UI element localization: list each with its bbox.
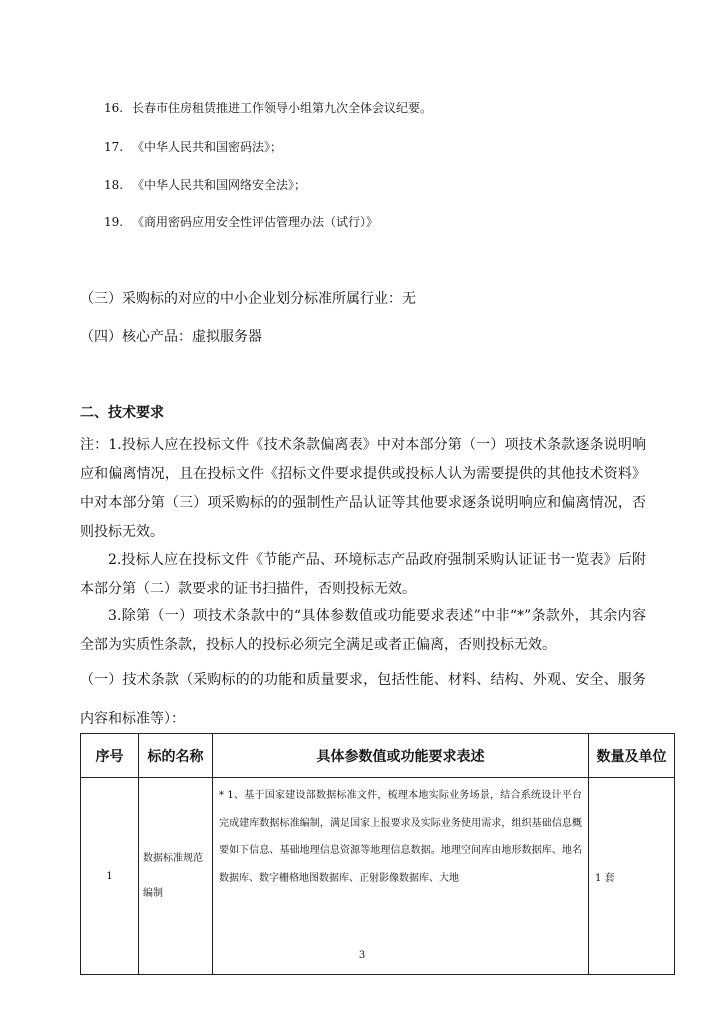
reference-text: 《商用密码应用安全性评估管理办法（试行）》 (132, 215, 379, 229)
column-header-quantity: 数量及单位 (589, 734, 675, 778)
reference-text: 《中华人民共和国密码法》； (132, 140, 283, 154)
reference-number: 18. (104, 178, 124, 192)
reference-item (104, 213, 378, 230)
table-header-row (81, 734, 675, 778)
reference-text: 长春市住房租赁推进工作领导小组第九次全体会议纪要。 (132, 101, 433, 115)
reference-item (104, 138, 282, 155)
reference-number: 17. (104, 140, 124, 154)
column-header-no: 序号 (81, 734, 139, 778)
column-header-description: 具体参数值或功能要求表述 (213, 734, 589, 778)
note-paragraph-3: 3.除第（一）项技术条款中的“具体参数值或功能要求表述”中非“*”条款外，其余内容全部为实质性条款，投标人的投标必须完全满足或者正偏离，否则投标无效。 (80, 608, 646, 653)
reference-text: 《中华人民共和国网络安全法》； (132, 178, 307, 192)
technical-clause-intro: （一）技术条款（采购标的的功能和质量要求，包括性能、材料、结构、外观、安全、服务内容和标准等）： (80, 672, 646, 727)
column-header-name: 标的名称 (139, 734, 213, 778)
cell-no: 1 (81, 778, 139, 975)
reference-item (104, 176, 306, 193)
technical-spec-table (80, 733, 675, 975)
section-core-product: （四）核心产品：虚拟服务器 (80, 329, 262, 345)
page-number: 3 (358, 950, 366, 961)
reference-item (104, 99, 432, 116)
reference-number: 16. (104, 101, 124, 115)
section-heading: 二、技术要求 (80, 405, 164, 421)
cell-description: * 1、基于国家建设部数据标准文件，梳理本地实际业务场景，结合系统设计平台完成建库数据标准编制，满足国家上报要求及实际业务使用需求，组织基础信息概要如下信息、基础地理信息资源等地理信息数据。地理空间库由地形数据库、地名数据库、数字栅格地图数据库、正射影像数据库、大地 (213, 778, 589, 975)
note-paragraph-2: 2.投标人应在投标文件《节能产品、环境标志产品政府强制采购认证证书一览表》后附本部分第（二）款要求的证书扫描件，否则投标无效。 (80, 552, 646, 597)
cell-name: 数据标准规范编制 (139, 778, 213, 975)
table-row (81, 778, 675, 975)
reference-number: 19. (104, 215, 124, 229)
note-paragraph-1: 注：1.投标人应在投标文件《技术条款偏离表》中对本部分第（一）项技术条款逐条说明响应和偏离情况，且在投标文件《招标文件要求提供或投标人认为需要提供的其他技术资料》中对本部分第（三）项采购标的的强制性产品认证等其他要求逐条说明响应和偏离情况，否则投标无效。 (80, 437, 646, 540)
cell-quantity: 1 套 (589, 778, 675, 975)
section-industry: （三）采购标的对应的中小企业划分标准所属行业：无 (80, 291, 416, 307)
